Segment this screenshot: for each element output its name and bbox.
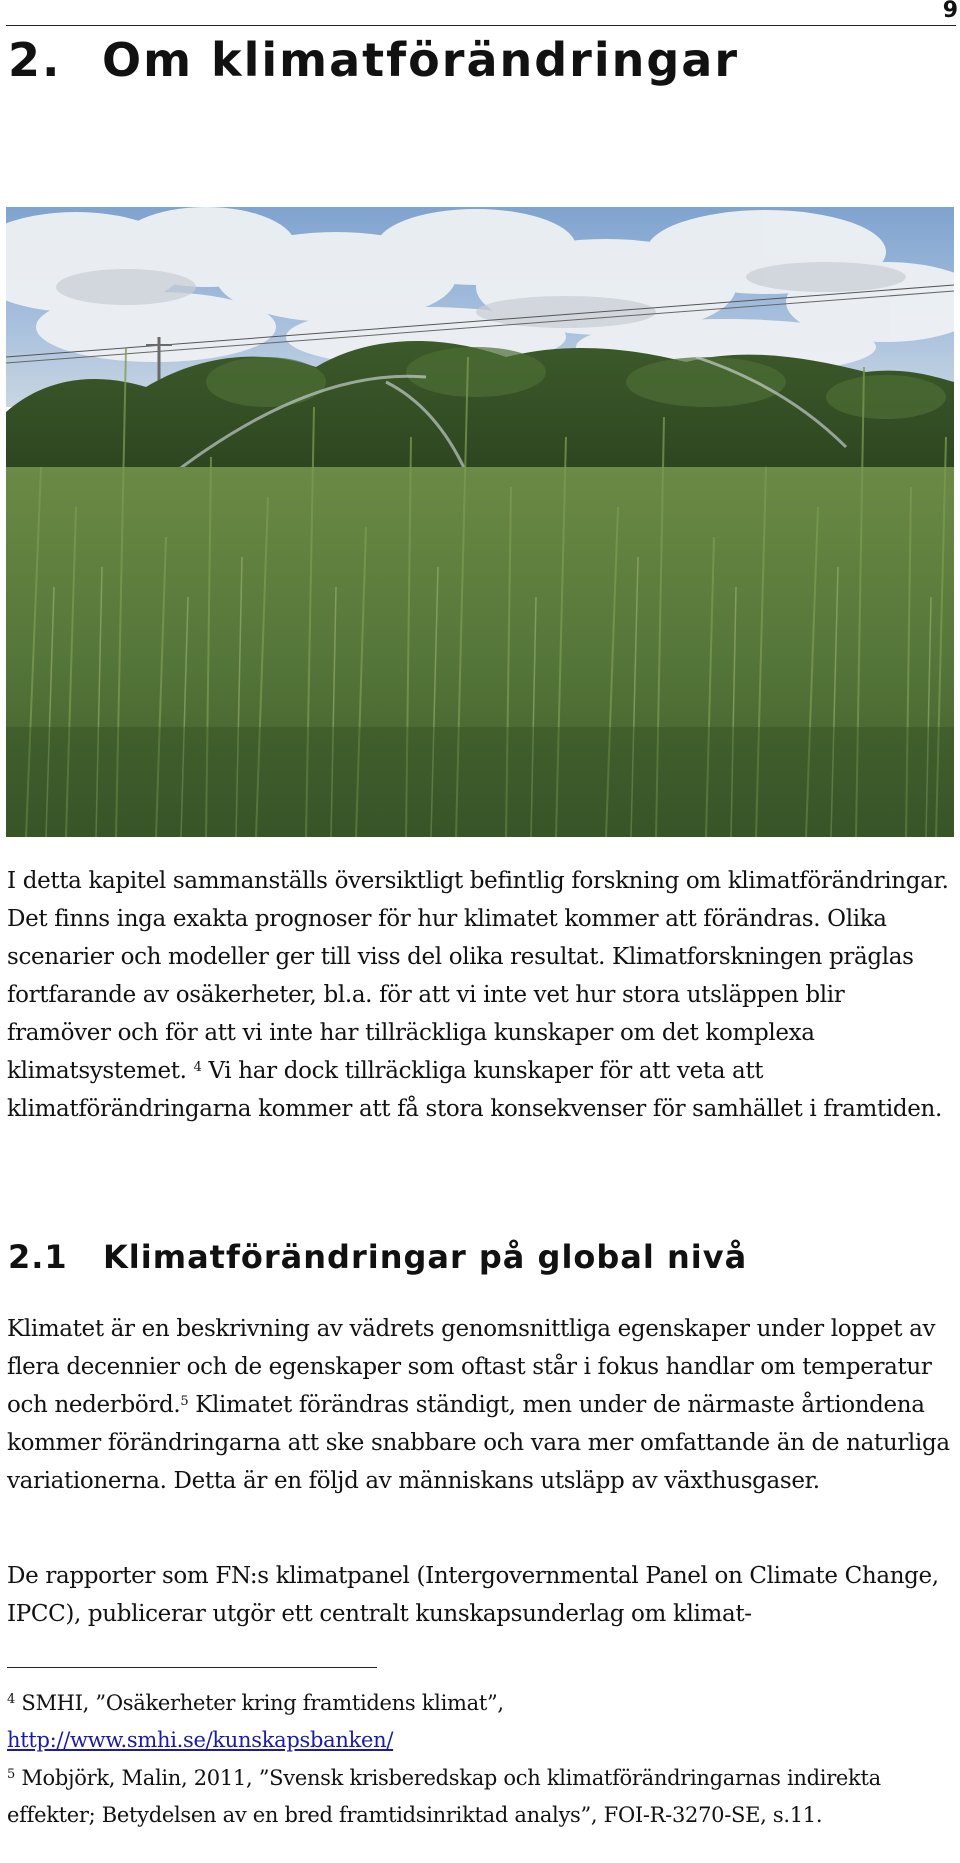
footnote-rule xyxy=(7,1667,377,1668)
section-title xyxy=(8,1236,747,1278)
footnote-4-text: SMHI, ”Osäkerheter kring framtidens klimat”, xyxy=(14,1691,504,1715)
climate-text-b: Klimatet förändras ständigt, men under de närmaste årtiondena kommer förändringarna att ske snabbare och vara mer omfattande än de naturliga variationerna. Detta är en följd av människans utsläpp av växthusgaser. xyxy=(7,1392,950,1494)
willow-field-photo xyxy=(6,207,954,837)
climate-paragraph xyxy=(7,1310,953,1500)
footnote-5-text: Mobjörk, Malin, 2011, ”Svensk krisberedskap och klimatförändringarnas indirekta effekter; Betydelsen av en bred framtidsinriktad analys”, FOI-R-3270-SE, s.11. xyxy=(7,1766,881,1827)
section-number: 2.1 xyxy=(8,1238,68,1276)
intro-text-b: Vi har dock tillräckliga kunskaper för att veta att klimatförändringarna kommer att få stora konsekvenser för samhället i framtiden. xyxy=(7,1058,942,1122)
header-rule xyxy=(6,25,956,26)
page-number: 9 xyxy=(942,0,958,23)
chapter-title-text: Om klimatförändringar xyxy=(102,33,740,87)
section-title-text: Klimatförändringar på global nivå xyxy=(103,1238,748,1276)
footnote-mark-4: 4 xyxy=(7,1691,15,1707)
climate-text-a: Klimatet är en beskrivning av vädrets genomsnittliga egenskaper under loppet av flera decennier och de egenskaper som oftast står i fokus handlar om temperatur och nederbörd. xyxy=(7,1316,936,1418)
intro-text-a: I detta kapitel sammanställs översiktligt befintlig forskning om klimatförändringar. Det finns inga exakta prognoser för hur klimatet kommer att förändras. Olika scenarier och modeller ger till viss del olika resultat. Klimatforskningen präglas fortfarande av osäkerheter, bl.a. för att vi inte vet hur stora utsläppen blir framöver och för att vi inte har tillräckliga kunskaper om det komplexa klimatsystemet. xyxy=(7,868,949,1084)
footnote-ref-5: 5 xyxy=(180,1393,189,1409)
footnote-mark-5: 5 xyxy=(7,1766,15,1782)
intro-paragraph xyxy=(7,862,953,1128)
ipcc-paragraph: De rapporter som FN:s klimatpanel (Intergovernmental Panel on Climate Change, IPCC), publicerar utgör ett centralt kunskapsunderlag om klimat- xyxy=(7,1563,939,1627)
smhi-link[interactable]: http://www.smhi.se/kunskapsbanken/ xyxy=(7,1728,394,1752)
photo-illustration xyxy=(6,207,954,837)
footnote-5 xyxy=(7,1760,953,1834)
footnote-4 xyxy=(7,1685,953,1759)
chapter-title xyxy=(8,30,739,90)
chapter-number: 2. xyxy=(8,33,62,87)
footnote-ref-4: 4 xyxy=(193,1059,202,1075)
